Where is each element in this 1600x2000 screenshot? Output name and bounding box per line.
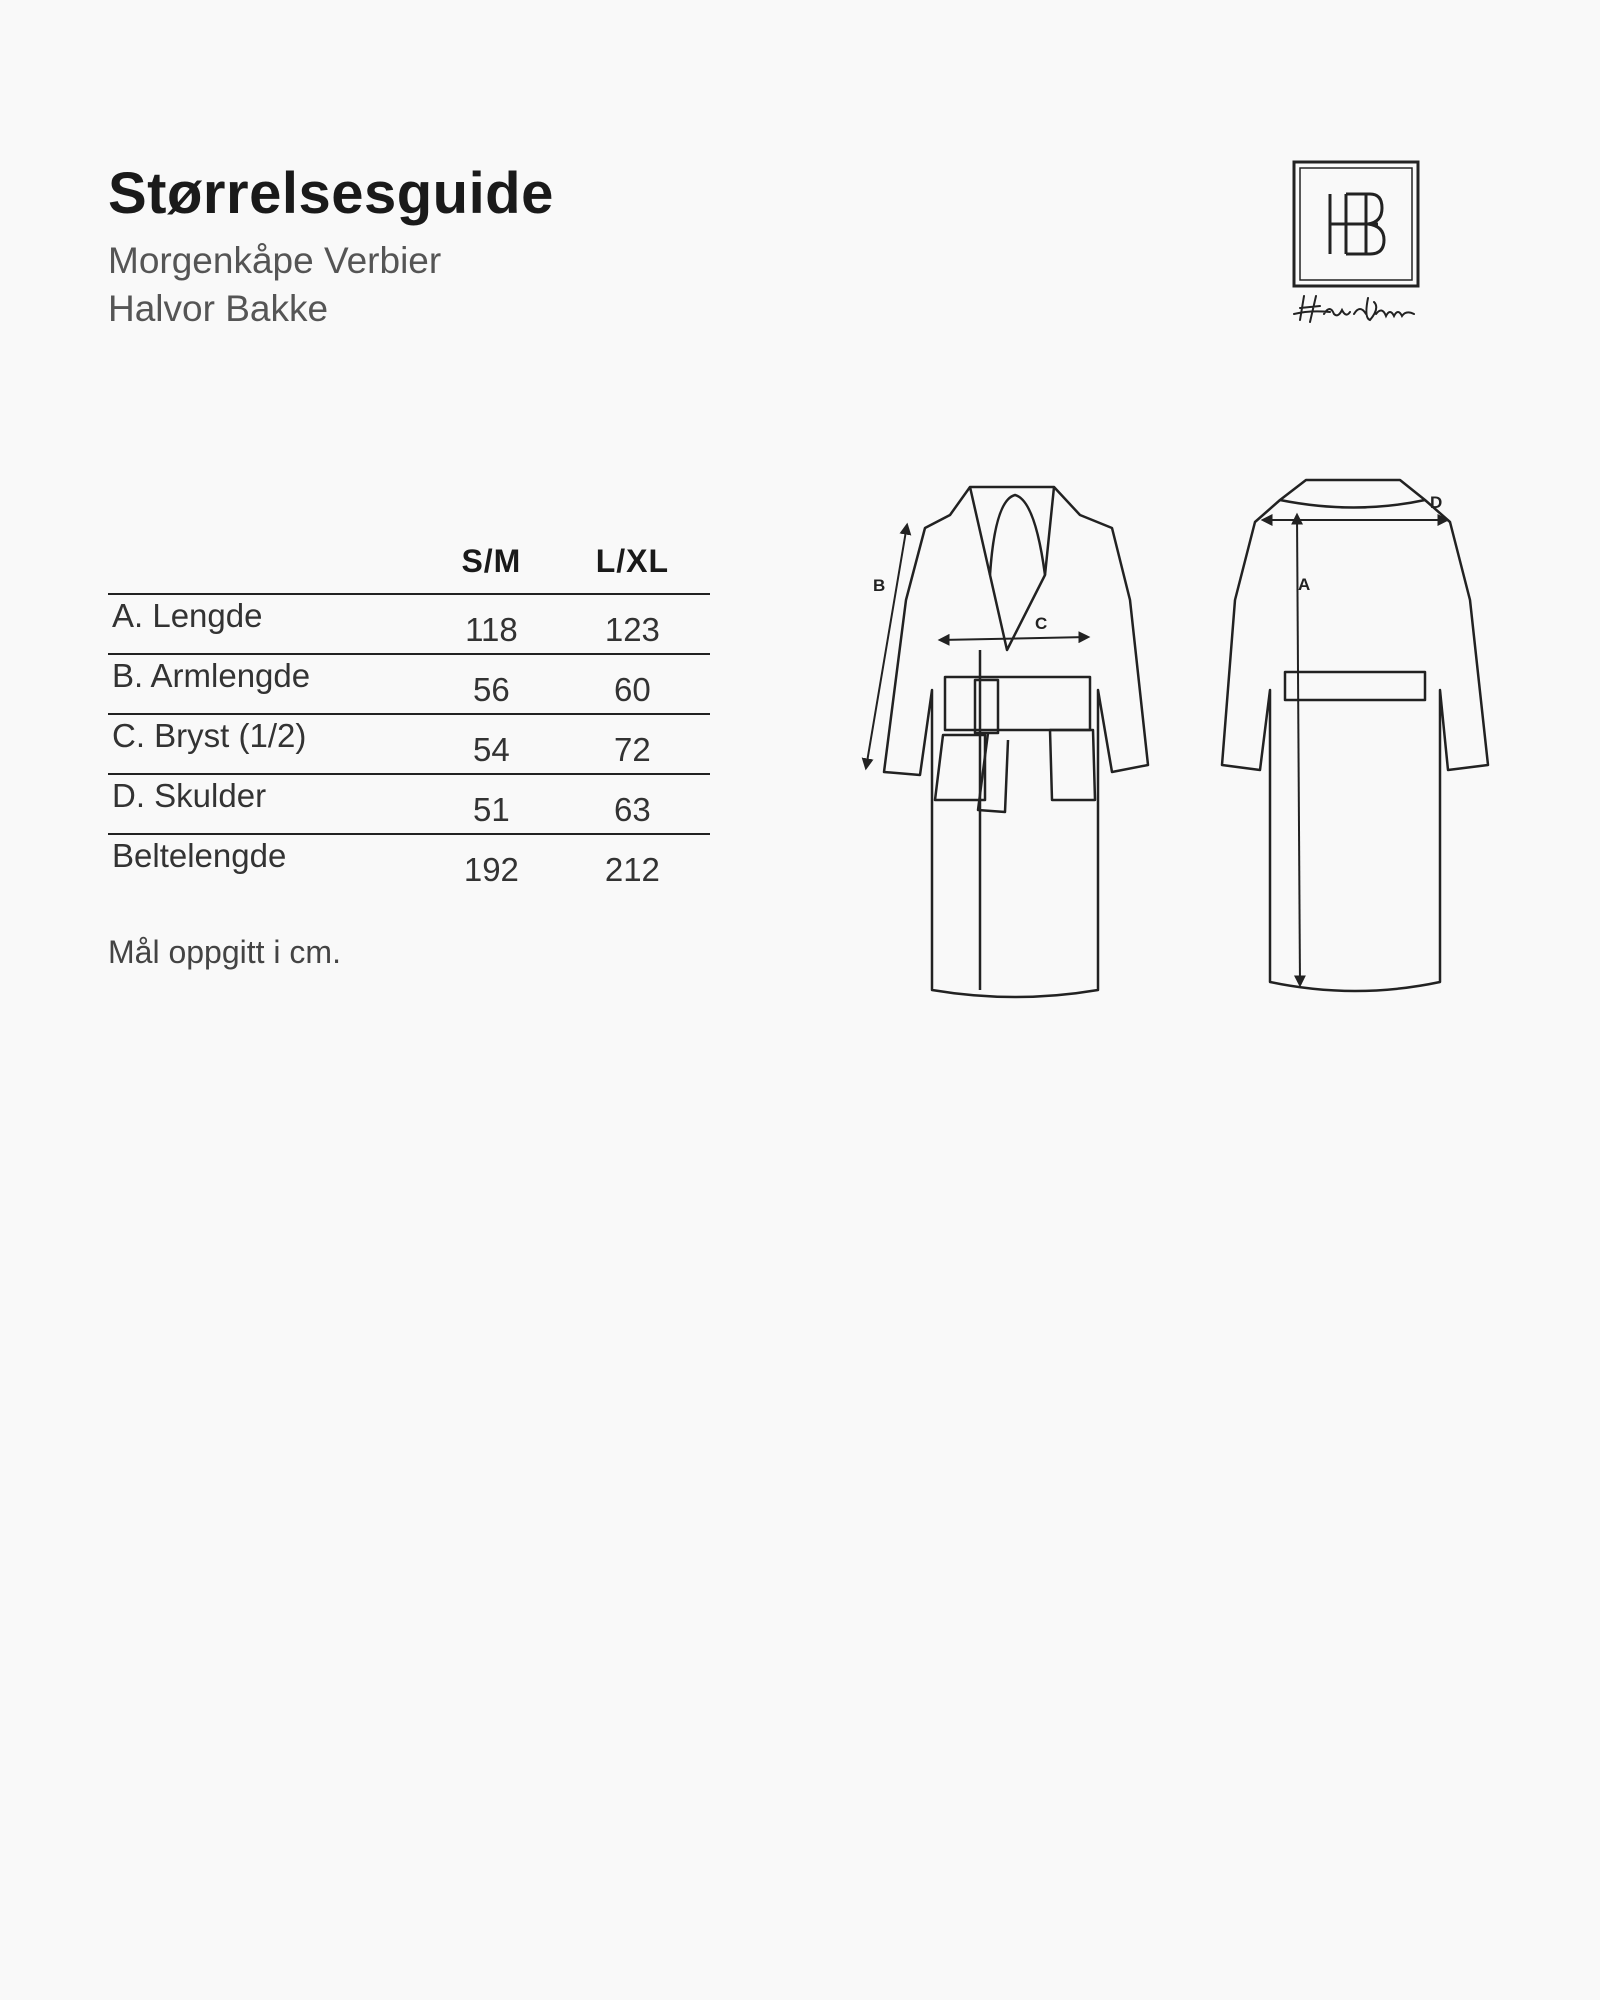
label-c: C <box>1035 614 1048 633</box>
column-header-sm: S/M <box>461 542 522 579</box>
table-row <box>108 654 710 714</box>
row-label: B. Armlengde <box>108 654 428 714</box>
value-lxl: 72 <box>555 714 710 774</box>
value-sm: 118 <box>428 594 555 654</box>
value-lxl: 63 <box>555 774 710 834</box>
size-table <box>108 535 710 893</box>
product-name: Morgenkåpe Verbier <box>108 240 442 281</box>
table-row <box>108 594 710 654</box>
label-a: A <box>1298 575 1311 594</box>
page-title: Størrelsesguide <box>108 161 554 226</box>
column-header-lxl: L/XL <box>595 542 670 579</box>
value-sm: 51 <box>428 774 555 834</box>
value-sm: 192 <box>428 834 555 893</box>
value-lxl: 60 <box>555 654 710 714</box>
table-row <box>108 834 710 893</box>
value-lxl: 212 <box>555 834 710 893</box>
robe-back-illustration <box>1222 480 1488 991</box>
row-label: A. Lengde <box>108 594 428 654</box>
unit-note: Mål oppgitt i cm. <box>108 934 341 970</box>
header-spacer <box>108 535 428 594</box>
row-label: D. Skulder <box>108 774 428 834</box>
table-row <box>108 714 710 774</box>
robe-diagram <box>850 470 1510 1010</box>
signature <box>1290 288 1420 328</box>
value-sm: 56 <box>428 654 555 714</box>
row-label: C. Bryst (1/2) <box>108 714 428 774</box>
label-d: D <box>1430 493 1443 512</box>
value-sm: 54 <box>428 714 555 774</box>
robe-front-illustration <box>884 487 1148 997</box>
value-lxl: 123 <box>555 594 710 654</box>
brand-name: Halvor Bakke <box>108 288 329 329</box>
table-row <box>108 774 710 834</box>
brand-logo <box>1292 160 1420 288</box>
label-b: B <box>873 576 886 595</box>
measurement-lines <box>866 515 1447 985</box>
row-label: Beltelengde <box>108 834 428 893</box>
